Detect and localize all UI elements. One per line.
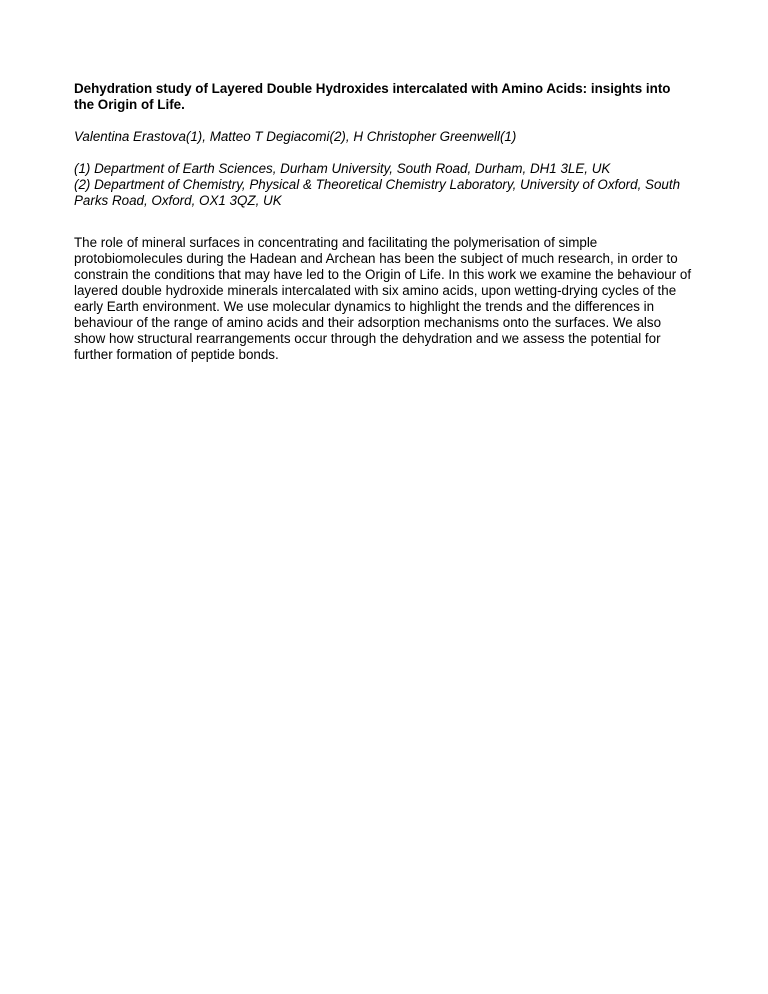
affiliation-item: (1) Department of Earth Sciences, Durham University, South Road, Durham, DH1 3LE, UK [74, 161, 611, 176]
document-title: Dehydration study of Layered Double Hydroxides intercalated with Amino Acids: insights into the Origin of Life. [74, 81, 671, 112]
document-page [74, 81, 694, 363]
affiliation-list [74, 161, 694, 209]
author-list: Valentina Erastova(1), Matteo T Degiacomi(2), H Christopher Greenwell(1) [74, 129, 517, 144]
affiliation-item: (2) Department of Chemistry, Physical & Theoretical Chemistry Laboratory, University of Oxford, South Parks Road, Oxford, OX1 3QZ, UK [74, 177, 681, 208]
abstract-paragraph: The role of mineral surfaces in concentrating and facilitating the polymerisation of simple protobiomolecules during the Hadean and Archean has been the subject of much research, in order to constrain the conditions that may have led to the Origin of Life. In this work we examine the behaviour of layered double hydroxide minerals intercalated with six amino acids, upon wetting-drying cycles of the early Earth environment. We use molecular dynamics to highlight the trends and the differences in behaviour of the range of amino acids and their adsorption mechanisms onto the surfaces. We also show how structural rearrangements occur through the dehydration and we assess the potential for further formation of peptide bonds. [74, 235, 692, 362]
